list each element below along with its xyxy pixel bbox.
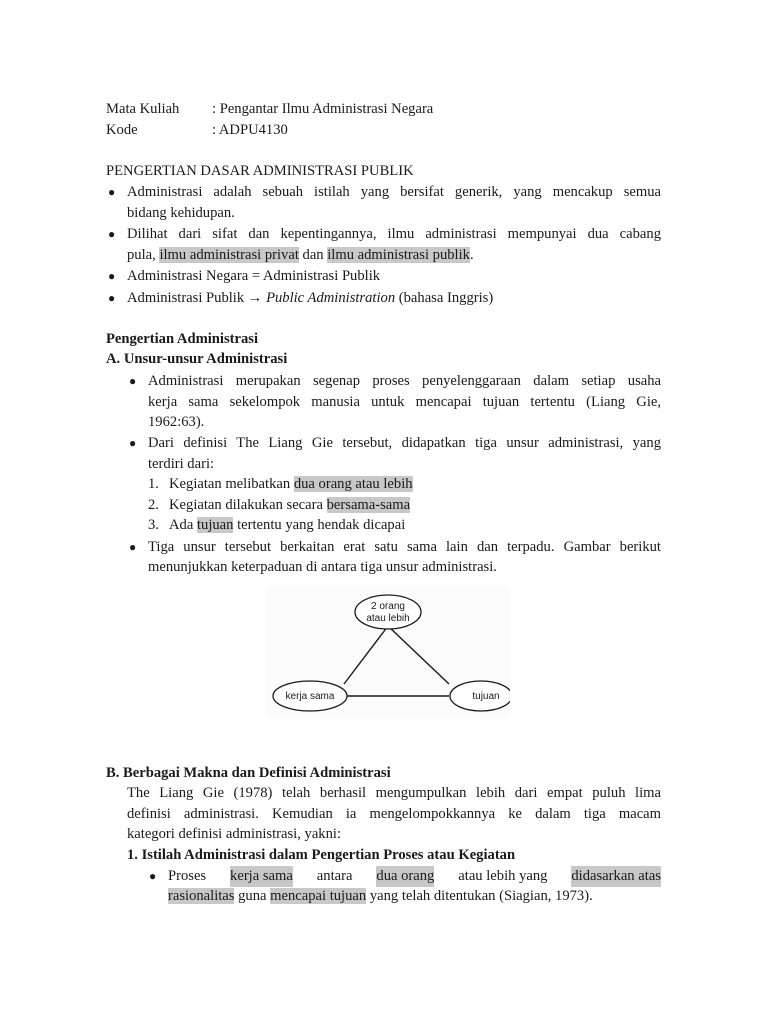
section-title: PENGERTIAN DASAR ADMINISTRASI PUBLIK [106,163,414,179]
a-bullet-1-line-2: kerja sama sekelompok manusia untuk mencapai tujuan tertentu (Liang Gie, [148,394,661,410]
bullet-icon: ● [108,227,116,241]
a-bullet-1-line-1: Administrasi merupakan segenap proses penyelenggaraan dalam setiap usaha [148,373,661,389]
node-label-top-1: 2 orang [371,601,405,612]
highlight-mencapai-tujuan: mencapai tujuan [270,888,367,904]
intro-bullet-2-line-2: pula, ilmu administrasi privat dan ilmu administrasi publik. [127,247,474,263]
highlight-didasarkan-atas: didasarkan atas [571,866,661,887]
mata-kuliah-label: Mata Kuliah [106,101,180,117]
a-bullet-1-line-3: 1962:63). [148,414,205,430]
bullet-icon: ● [108,185,116,199]
list-item: Kegiatan dilakukan secara bersama-sama [169,497,411,513]
item-number: 1. [148,476,159,492]
a-bullet-3-line-2: menunjukkan keterpaduan di antara tiga unsur administrasi. [148,559,497,575]
b-paragraph-line-1: The Liang Gie (1978) telah berhasil mengumpulkan lebih dari empat puluh lima [127,785,661,801]
highlight-ilmu-administrasi-privat: ilmu administrasi privat [159,247,299,263]
bullet-icon: ● [108,291,116,305]
b-paragraph-line-2: definisi administrasi. Kemudian ia mengelompokkannya ke dalam tiga macam [127,806,661,822]
item-number: 3. [148,517,159,533]
subsection-1-title: 1. Istilah Administrasi dalam Pengertian Proses atau Kegiatan [127,847,516,863]
bullet-icon: ● [129,374,137,388]
mata-kuliah-value: : Pengantar Ilmu Administrasi Negara [212,101,434,117]
highlight-tujuan: tujuan [196,517,234,533]
highlight-ilmu-administrasi-publik: ilmu administrasi publik [327,247,470,263]
intro-bullet-2-line-1: Dilihat dari sifat dan kepentingannya, ilmu administrasi mempunyai dua cabang [127,226,661,242]
bullet-icon: ● [129,436,137,450]
a-bullet-3-line-1: Tiga unsur tersebut berkaitan erat satu sama lain dan terpadu. Gambar berikut [148,539,661,555]
connector-line [344,626,388,684]
unsur-administrasi-diagram [266,586,510,718]
s1-bullet-line-2: rasionalitas guna mencapai tujuan yang telah ditentukan (Siagian, 1973). [168,888,593,904]
highlight-dua-orang: dua orang [376,866,434,887]
a-bullet-2-line-1: Dari definisi The Liang Gie tersebut, didapatkan tiga unsur administrasi, yang [148,435,661,451]
highlight-bersama-sama: bersama-sama [326,497,411,513]
s1-bullet-line-1: Proses kerja sama antara dua orang atau lebih yang didasarkan atas [168,866,661,887]
kode-label: Kode [106,122,138,138]
bullet-icon: ● [149,869,157,883]
highlight-rasionalitas: rasionalitas [168,888,235,904]
kode-value: : ADPU4130 [212,122,288,138]
item-number: 2. [148,497,159,513]
intro-bullet-3: Administrasi Negara = Administrasi Publik [127,268,381,284]
intro-bullet-4: Administrasi Publik → Public Administration (bahasa Inggris) [127,290,494,306]
pengertian-title: Pengertian Administrasi [106,331,259,347]
section-a-title: A. Unsur-unsur Administrasi [106,351,288,367]
connector-line [388,626,449,684]
bullet-icon: ● [129,540,137,554]
intro-bullet-1-line-1: Administrasi adalah sebuah istilah yang bersifat generik, yang mencakup semua [127,184,661,200]
node-label-left: kerja sama [285,691,335,702]
section-b-title: B. Berbagai Makna dan Definisi Administrasi [106,765,391,781]
list-item: Ada tujuan tertentu yang hendak dicapai [169,517,406,533]
list-item: Kegiatan melibatkan dua orang atau lebih [169,476,413,492]
b-paragraph-line-3: kategori definisi administrasi, yakni: [127,826,341,842]
highlight-dua-orang-atau-lebih: dua orang atau lebih [293,476,413,492]
bullet-icon: ● [108,269,116,283]
highlight-kerja-sama: kerja sama [230,866,293,887]
triangle-diagram [266,586,510,718]
node-label-top-2: atau lebih [366,613,410,624]
a-bullet-2-line-2: terdiri dari: [148,456,215,472]
node-label-right: tujuan [472,691,500,702]
intro-bullet-1-line-2: bidang kehidupan. [127,205,235,221]
